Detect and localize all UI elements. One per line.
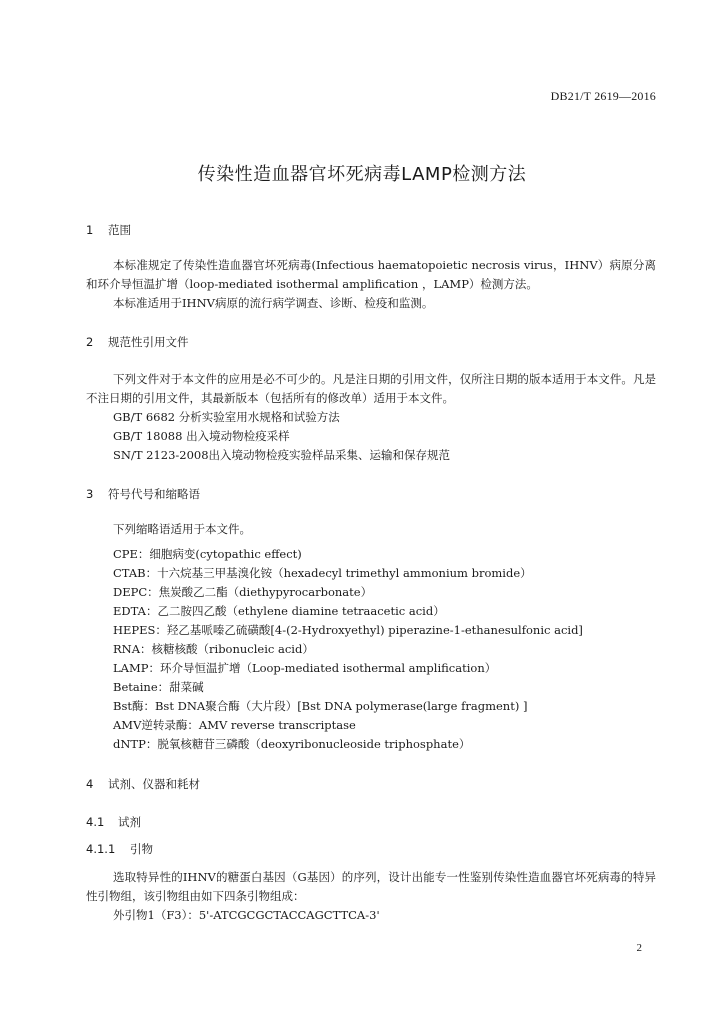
section-3-heading: [86, 486, 200, 502]
section-title: 试剂、仪器和耗材: [108, 777, 200, 791]
section-1-heading: [86, 222, 131, 238]
section-3-intro: 下列缩略语适用于本文件。: [113, 522, 251, 536]
section-title: 引物: [130, 842, 153, 856]
section-4-1-1-heading: [86, 841, 153, 857]
abbreviation-item: Betaine：甜菜碱: [113, 680, 204, 694]
section-1-paragraph-2: 本标准适用于IHNV病原的流行病学调查、诊断、检疫和监测。: [113, 296, 434, 310]
section-2-paragraph-1: 下列文件对于本文件的应用是必不可少的。凡是注日期的引用文件，仅所注日期的版本适用于本文件。凡是不注日期的引用文件，其最新版本（包括所有的修改单）适用于本文件。: [86, 372, 656, 405]
section-2-heading: [86, 334, 189, 350]
abbreviation-item: DEPC：焦炭酸乙二酯（diethypyrocarbonate）: [113, 585, 373, 599]
abbreviation-item: CPE：细胞病变(cytopathic effect): [113, 547, 302, 561]
section-number: 4.1.1: [86, 842, 116, 856]
reference-item: GB/T 18088 出入境动物检疫采样: [113, 429, 290, 443]
reference-item: SN/T 2123-2008出入境动物检疫实验样品采集、运输和保存规范: [113, 448, 451, 462]
section-4-1-1-paragraph: 选取特异性的IHNV的糖蛋白基因（G基因）的序列，设计出能专一性鉴别传染性造血器官坏死病毒的特异性引物组，该引物组由如下四条引物组成：: [86, 870, 656, 903]
document-title: 传染性造血器官坏死病毒LAMP检测方法: [197, 164, 527, 185]
section-title: 试剂: [118, 815, 141, 829]
section-1-paragraph-1: 本标准规定了传染性造血器官坏死病毒(Infectious haematopoietic necrosis virus，IHNV）病原分离和环介导恒温扩增（loop-mediated isothermal amplification ，LAMP）检测方法。: [86, 258, 656, 291]
reference-item: GB/T 6682 分析实验室用水规格和试验方法: [113, 410, 340, 424]
section-title: 范围: [108, 223, 131, 237]
abbreviation-item: AMV逆转录酶：AMV reverse transcriptase: [113, 718, 356, 732]
section-number: 1: [86, 223, 94, 237]
section-title: 规范性引用文件: [108, 335, 189, 349]
abbreviation-item: dNTP：脱氧核糖苷三磷酸（deoxyribonucleoside triphosphate）: [113, 737, 471, 751]
abbreviation-item: HEPES：羟乙基哌嗪乙硫磺酸[4-(2-Hydroxyethyl) piperazine-1-ethanesulfonic acid]: [113, 623, 583, 637]
section-number: 2: [86, 335, 94, 349]
section-number: 3: [86, 487, 94, 501]
abbreviation-item: Bst酶：Bst DNA聚合酶（大片段）[Bst DNA polymerase(large fragment) ]: [113, 699, 528, 713]
abbreviation-item: RNA：核糖核酸（ribonucleic acid）: [113, 642, 314, 656]
section-title: 符号代号和缩略语: [108, 487, 200, 501]
primer-item: 外引物1（F3）：5'-ATCGCGCTACCAGCTTCA-3': [113, 908, 380, 922]
abbreviation-item: CTAB：十六烷基三甲基溴化铵（hexadecyl trimethyl ammonium bromide）: [113, 566, 532, 580]
section-4-heading: [86, 776, 200, 792]
standard-number: DB21/T 2619—2016: [550, 89, 656, 103]
section-number: 4: [86, 777, 94, 791]
page-number: 2: [636, 942, 642, 954]
abbreviation-item: LAMP：环介导恒温扩增（Loop-mediated isothermal amplification）: [113, 661, 497, 675]
section-number: 4.1: [86, 815, 105, 829]
abbreviation-item: EDTA：乙二胺四乙酸（ethylene diamine tetraacetic acid）: [113, 604, 445, 618]
section-4-1-heading: [86, 814, 141, 830]
